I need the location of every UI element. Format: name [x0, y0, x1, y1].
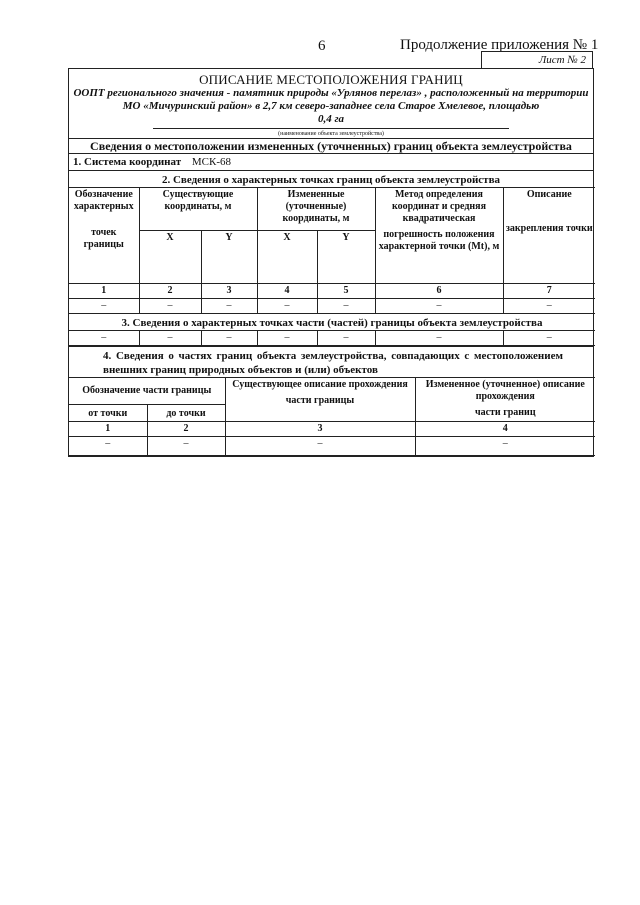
col-from-header: от точки	[69, 405, 147, 422]
empty-cell: –	[69, 331, 139, 346]
col-number: 2	[147, 422, 225, 437]
object-area: 0,4 га	[317, 113, 345, 125]
col-changed-y: Y	[317, 231, 375, 284]
object-description: ООПТ регионального значения - памятник природы «Урлянов перелаз» , расположенный на территории МО «Мичуринский район» в 2,7 км северо-западнее села Старое Хмелевое, площадью	[73, 87, 589, 112]
col-number: 3	[201, 284, 257, 299]
col-number: 5	[317, 284, 375, 299]
col-part-header: Обозначение части границы	[69, 378, 225, 405]
col-number: 6	[375, 284, 503, 299]
col-number: 1	[69, 284, 139, 299]
boundary-parts-table	[69, 377, 595, 456]
col-number: 3	[225, 422, 415, 437]
section3-title: 3. Сведения о характерных точках части (частей) границы объекта землеустройства	[69, 314, 595, 331]
col-changed-x: X	[257, 231, 317, 284]
col-to-header: до точки	[147, 405, 225, 422]
col-changed-desc-header: Измененное (уточненное) описание прохождения части границ	[415, 378, 595, 422]
col-existing-x: X	[139, 231, 201, 284]
empty-cell: –	[503, 331, 595, 346]
boundary-description-form	[68, 68, 594, 457]
section2-title: 2. Сведения о характерных точках границ объекта землеустройства	[69, 170, 593, 187]
form-header	[69, 69, 593, 138]
object-caption: (наименование объекта землеустройства)	[153, 128, 509, 138]
empty-cell: –	[69, 299, 139, 314]
section4-title: 4. Сведения о частях границ объекта землеустройства, совпадающих с местоположением внешних границ природных объектов и (или) объектов	[69, 346, 593, 377]
empty-cell: –	[139, 299, 201, 314]
col-existing-desc-header: Существующее описание прохождения части границы	[225, 378, 415, 422]
empty-cell: –	[139, 331, 201, 346]
table-row	[69, 437, 595, 456]
empty-cell: –	[257, 331, 317, 346]
col-number: 7	[503, 284, 595, 299]
col-number: 1	[69, 422, 147, 437]
empty-cell: –	[257, 299, 317, 314]
page-number: 6	[318, 38, 326, 54]
empty-cell: –	[375, 299, 503, 314]
empty-cell: –	[317, 331, 375, 346]
col-existing-header: Существующие координаты, м	[139, 188, 257, 231]
empty-cell: –	[201, 331, 257, 346]
col-existing-y: Y	[201, 231, 257, 284]
form-title: ОПИСАНИЕ МЕСТОПОЛОЖЕНИЯ ГРАНИЦ	[199, 72, 463, 87]
col-desc-header: Описание закрепления точки	[503, 188, 595, 284]
table-row	[69, 299, 595, 314]
table-row	[69, 331, 595, 346]
empty-cell: –	[225, 437, 415, 456]
appendix-note: Продолжение приложения № 1	[400, 37, 599, 53]
col-number: 2	[139, 284, 201, 299]
col-number: 4	[415, 422, 595, 437]
points-table	[69, 187, 595, 346]
coordinate-system-label: 1. Система координат	[73, 156, 182, 168]
band-title: Сведения о местоположении измененных (уточненных) границ объекта землеустройства	[69, 138, 593, 153]
col-point-header: Обозначение характерных точек границы	[69, 188, 139, 284]
empty-cell: –	[201, 299, 257, 314]
col-method-header: Метод определения координат и средняя квадратическая погрешность положения характерной точки (Mt), м	[375, 188, 503, 284]
coordinate-system-value: МСК-68	[191, 156, 232, 168]
empty-cell: –	[375, 331, 503, 346]
empty-cell: –	[69, 437, 147, 456]
col-number: 4	[257, 284, 317, 299]
sheet-label: Лист № 2	[481, 51, 593, 68]
col-changed-header: Измененные (уточненные) координаты, м	[257, 188, 375, 231]
empty-cell: –	[317, 299, 375, 314]
empty-cell: –	[147, 437, 225, 456]
coordinate-system-row	[69, 153, 593, 170]
empty-cell: –	[415, 437, 595, 456]
empty-cell: –	[503, 299, 595, 314]
